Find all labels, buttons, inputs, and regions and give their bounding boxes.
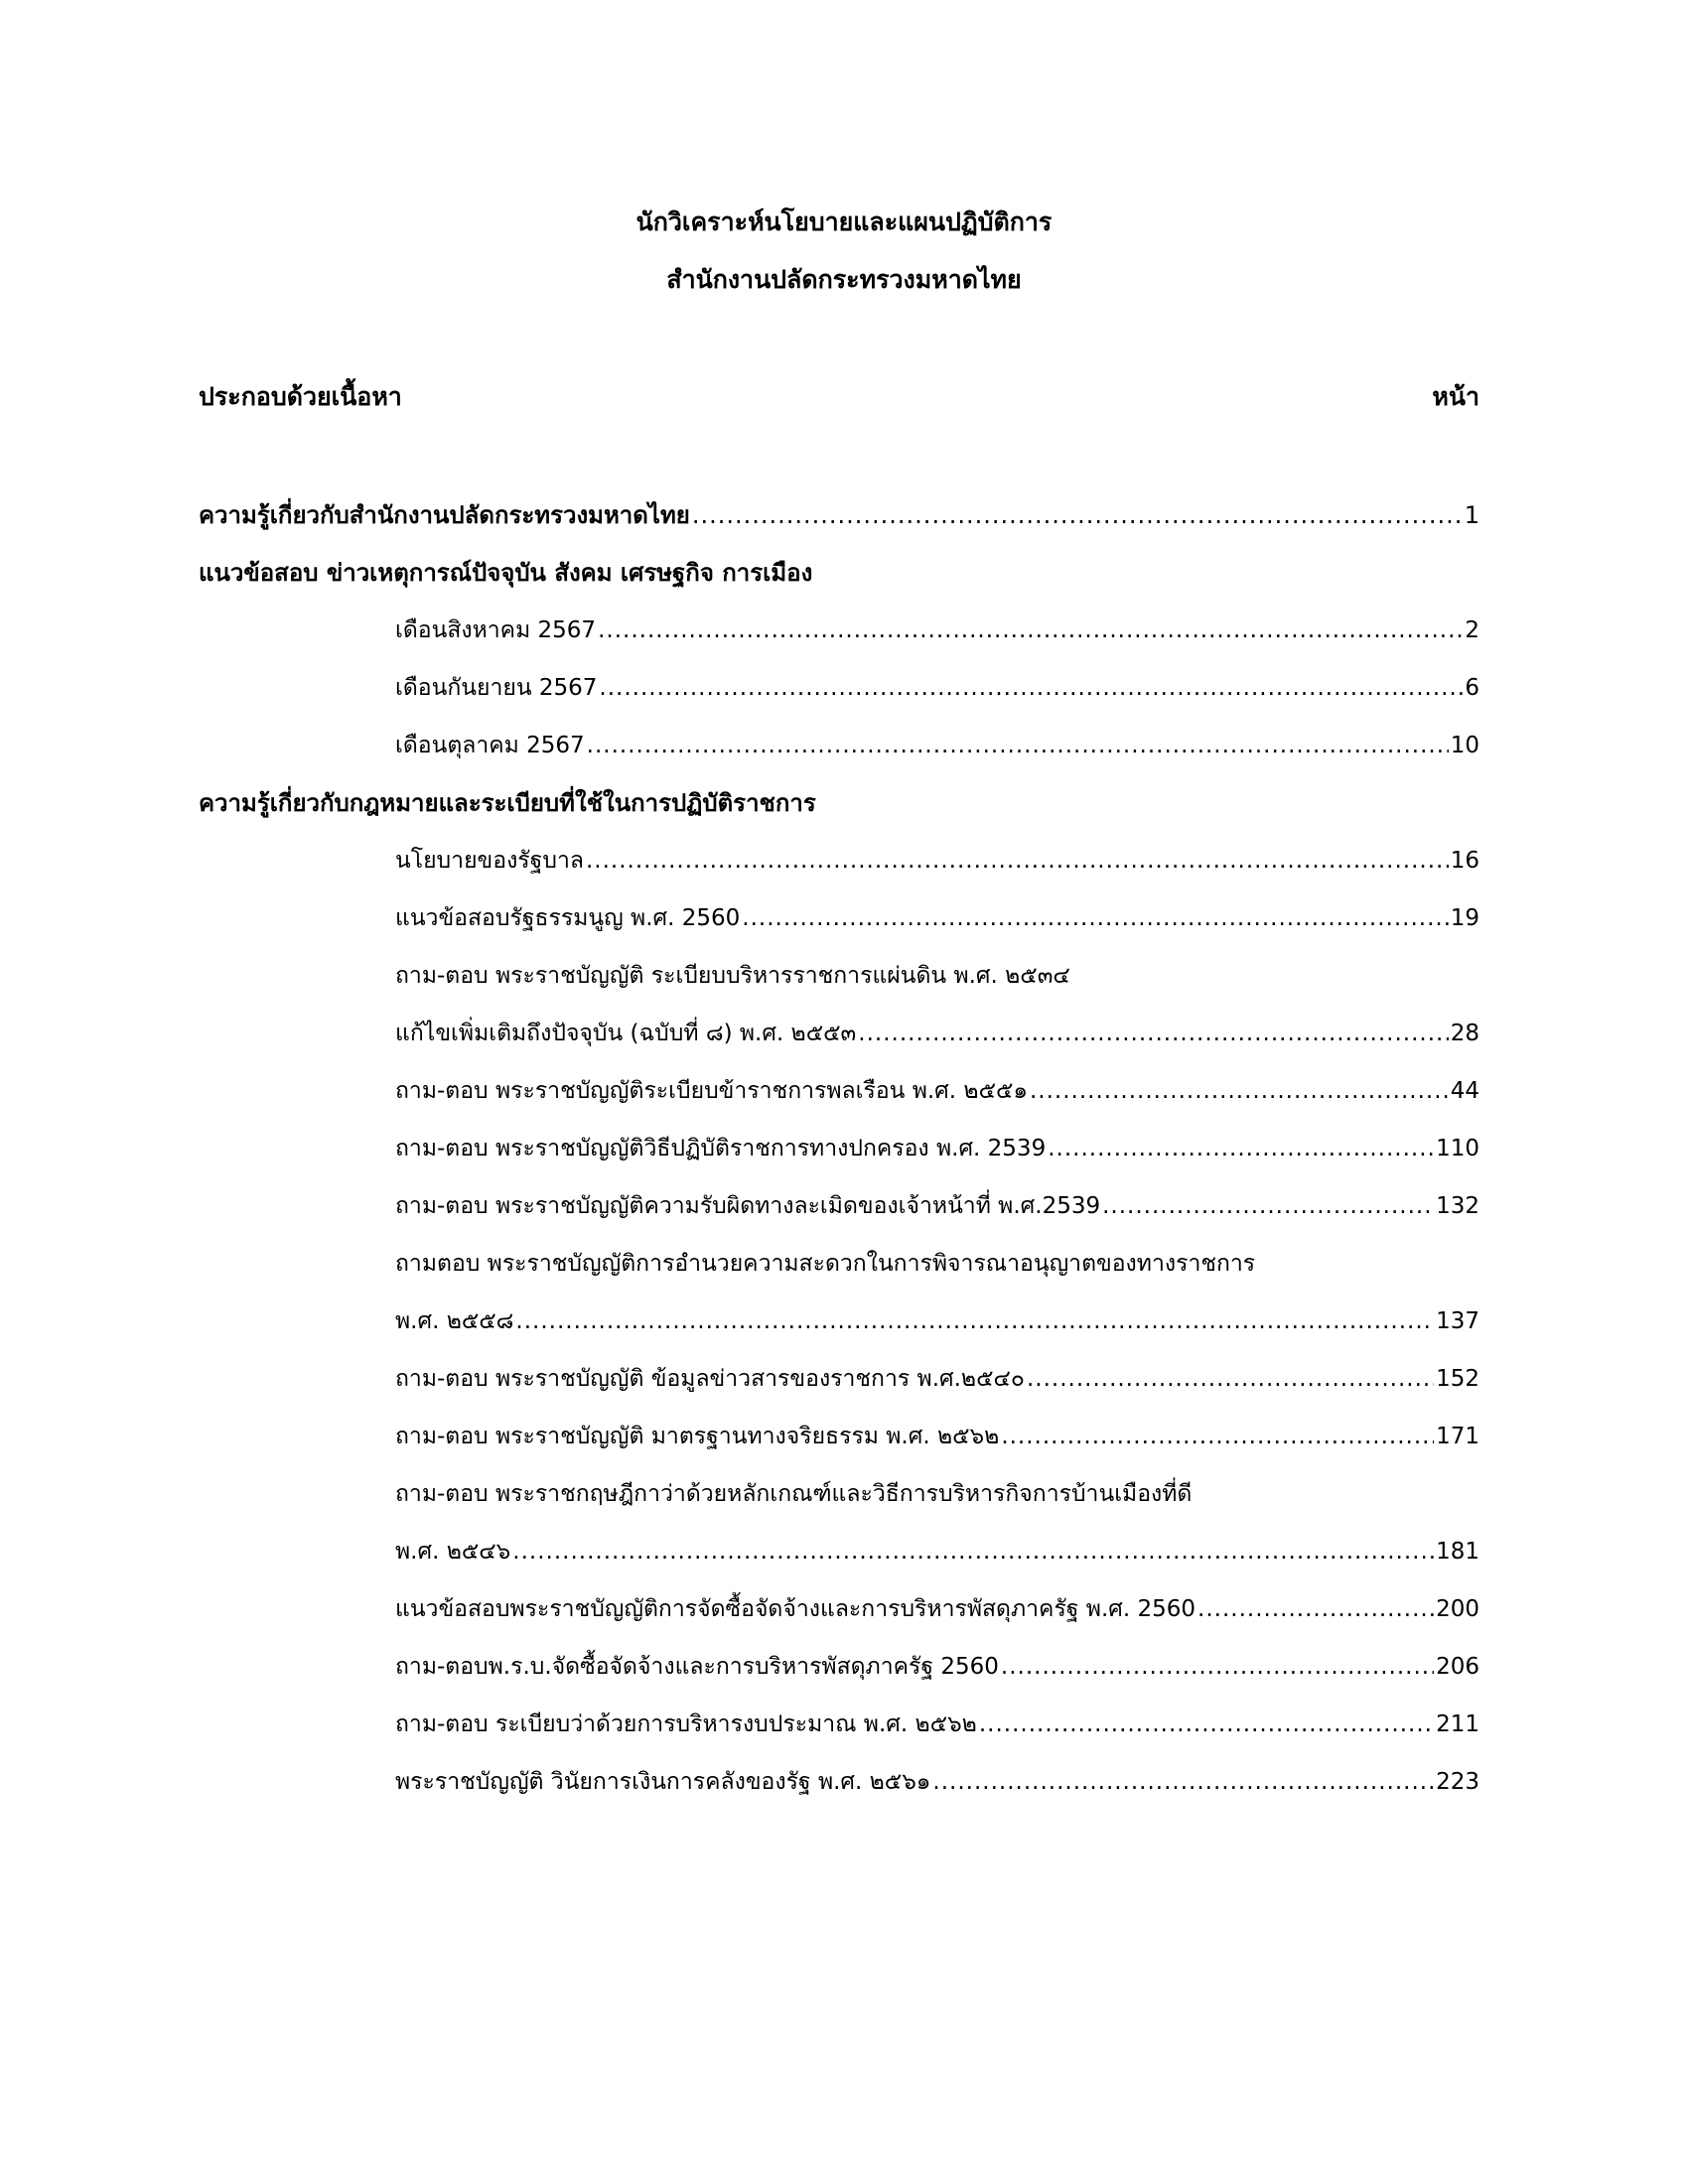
toc-leader-dots [932,1753,1434,1811]
toc-header [199,372,1479,422]
toc-entry-title: ถาม-ตอบ พระราชกฤษฎีกาว่าด้วยหลักเกณฑ์และวิธีการบริหารกิจการบ้านเมืองที่ดี [395,1481,1193,1507]
toc-section-title: ความรู้เกี่ยวกับกฎหมายและระเบียบที่ใช้ในการปฏิบัติราชการ [199,789,816,817]
toc-entry-title: พ.ศ. ๒๕๕๘ [395,1308,514,1334]
toc-page-number: 137 [1436,1308,1479,1334]
toc-leader-dots [1197,1580,1434,1638]
toc-entry-title: ถาม-ตอบ พระราชบัญญัติ ระเบียบบริหารราชการแผ่นดิน พ.ศ. ๒๕๓๔ [395,963,1070,989]
toc-entry-line [395,947,1688,1005]
toc-entry [395,602,1479,659]
toc-leader-dots [1102,1177,1434,1235]
toc-section [199,486,1479,544]
toc-page-number: 110 [1436,1136,1479,1161]
toc-section-title: ความรู้เกี่ยวกับสำนักงานปลัดกระทรวงมหาดไทย [199,501,690,529]
toc-entry-title: ถาม-ตอบ พระราชบัญญัติความรับผิดทางละเมิดของเจ้าหน้าที่ พ.ศ.2539 [395,1193,1101,1219]
toc-entry [395,1696,1479,1753]
toc-entry-title: ถาม-ตอบ พระราชบัญญัติ ข้อมูลข่าวสารของราชการ พ.ศ.๒๕๔๐ [395,1366,1025,1392]
toc-entry [395,659,1479,717]
toc-section [199,774,1688,832]
toc-leader-dots [1030,1062,1449,1120]
toc-page-number: 1 [1464,501,1479,529]
toc-leader-dots [692,486,1463,544]
toc-leader-dots [512,1523,1434,1580]
toc-page-number: 6 [1465,675,1479,701]
toc-entry-line [395,1465,1688,1523]
toc-page-number: 211 [1436,1711,1479,1737]
title-block [0,194,1688,309]
toc-page-number: 16 [1450,848,1479,874]
toc-page-number: 152 [1436,1366,1479,1392]
table-of-contents [0,486,1688,1811]
toc-leader-dots [598,602,1463,659]
toc-page-number: 2 [1465,617,1479,643]
toc-entry-title: พระราชบัญญัติ วินัยการเงินการคลังของรัฐ พ.ศ. ๒๕๖๑ [395,1769,931,1795]
toc-entry [395,889,1479,947]
toc-leader-dots [586,832,1449,889]
toc-entry-line [395,1235,1688,1293]
toc-entry-title: นโยบายของรัฐบาล [395,848,584,874]
toc-entry [395,1005,1479,1062]
toc-entry [395,1177,1479,1235]
toc-entry-title: ถาม-ตอบ ระเบียบว่าด้วยการบริหารงบประมาณ พ.ศ. ๒๕๖๒ [395,1711,977,1737]
document-title: นักวิเคราะห์นโยบายและแผนปฏิบัติการ [635,207,1053,236]
toc-entry [395,832,1479,889]
toc-entry [395,1638,1479,1696]
toc-entry-title: เดือนสิงหาคม 2567 [395,617,597,643]
toc-page-number: 206 [1436,1654,1479,1680]
toc-leader-dots [742,889,1448,947]
toc-entry-title: แนวข้อสอบพระราชบัญญัติการจัดซื้อจัดจ้างและการบริหารพัสดุภาครัฐ พ.ศ. 2560 [395,1596,1196,1622]
toc-page-number: 132 [1436,1193,1479,1219]
toc-entry [395,1120,1479,1177]
toc-leader-dots [1001,1408,1434,1465]
toc-section [199,544,1688,602]
toc-page-number: 200 [1436,1596,1479,1622]
toc-entry-title: เดือนตุลาคม 2567 [395,733,585,758]
toc-header-page: หน้า [1432,382,1479,411]
toc-page-number: 181 [1436,1539,1479,1565]
toc-page-number: 28 [1450,1021,1479,1046]
toc-page-number: 223 [1436,1769,1479,1795]
toc-entry [395,1753,1479,1811]
toc-entry [395,1062,1479,1120]
toc-leader-dots [1027,1350,1434,1408]
toc-entry-title: เดือนกันยายน 2567 [395,675,598,701]
toc-page-number: 171 [1436,1424,1479,1449]
toc-entry [395,1580,1479,1638]
toc-leader-dots [979,1696,1434,1753]
toc-section-title: แนวข้อสอบ ข่าวเหตุการณ์ปัจจุบัน สังคม เศรษฐกิจ การเมือง [199,559,813,587]
toc-header-contents: ประกอบด้วยเนื้อหา [199,382,402,411]
toc-leader-dots [515,1293,1434,1350]
toc-leader-dots [599,659,1463,717]
toc-page-number: 19 [1450,905,1479,931]
toc-leader-dots [1001,1638,1434,1696]
toc-entry-title: ถาม-ตอบ พระราชบัญญัติ มาตรฐานทางจริยธรรม พ.ศ. ๒๕๖๒ [395,1424,1000,1449]
toc-page-number: 10 [1450,733,1479,758]
toc-entry-title: แก้ไขเพิ่มเติมถึงปัจจุบัน (ฉบับที่ ๘) พ.ศ. ๒๕๕๓ [395,1021,857,1046]
toc-entry-title: ถาม-ตอบ พระราชบัญญัติวิธีปฏิบัติราชการทางปกครอง พ.ศ. 2539 [395,1136,1047,1161]
toc-entry-title: ถาม-ตอบพ.ร.บ.จัดซื้อจัดจ้างและการบริหารพัสดุภาครัฐ 2560 [395,1654,999,1680]
toc-entry-title: พ.ศ. ๒๕๔๖ [395,1539,511,1565]
toc-leader-dots [858,1005,1448,1062]
toc-entry [395,1350,1479,1408]
toc-page-number: 44 [1450,1078,1479,1104]
toc-entry-title: ถามตอบ พระราชบัญญัติการอำนวยความสะดวกในการพิจารณาอนุญาตของทางราชการ [395,1251,1256,1277]
toc-entry [395,1523,1479,1580]
toc-entry-title: ถาม-ตอบ พระราชบัญญัติระเบียบข้าราชการพลเรือน พ.ศ. ๒๕๕๑ [395,1078,1028,1104]
toc-entry [395,1408,1479,1465]
toc-entry-title: แนวข้อสอบรัฐธรรมนูญ พ.ศ. 2560 [395,905,741,931]
toc-leader-dots [587,717,1449,774]
toc-entry [395,717,1479,774]
document-subtitle: สำนักงานปลัดกระทรวงมหาดไทย [666,265,1022,294]
toc-leader-dots [1048,1120,1434,1177]
toc-entry [395,1293,1479,1350]
